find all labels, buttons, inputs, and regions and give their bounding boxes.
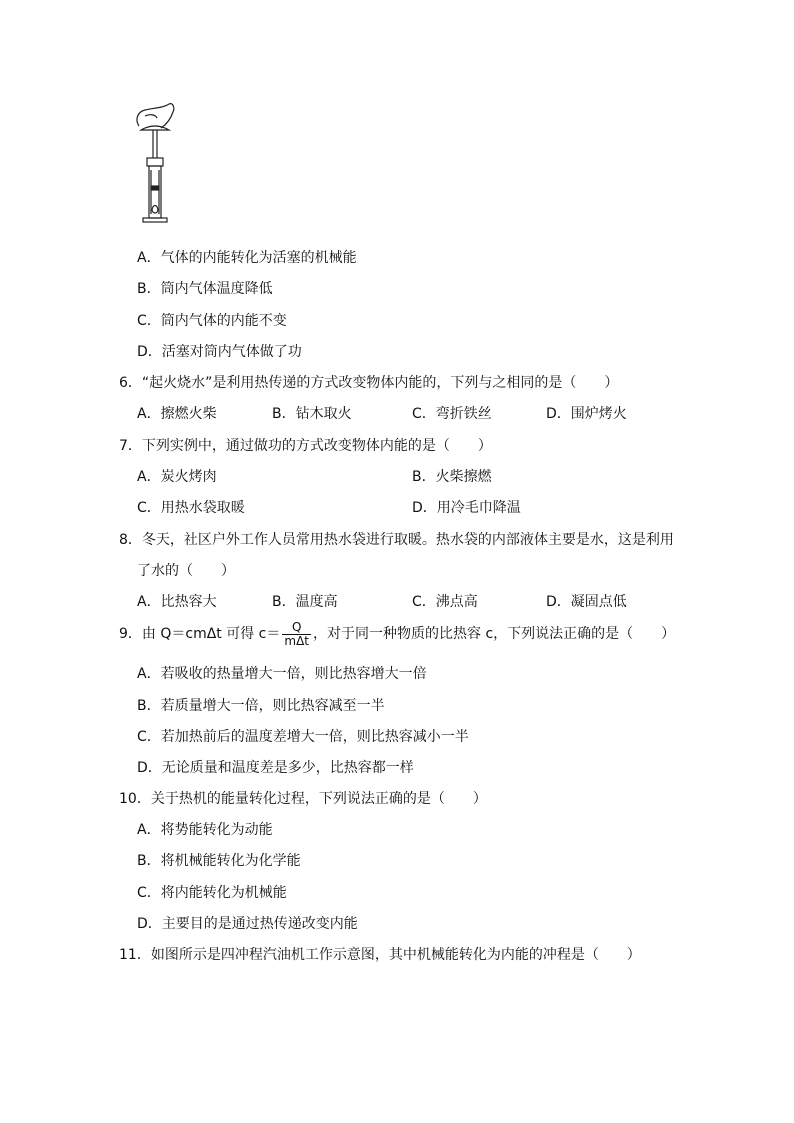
q10-option-a: A．将势能转化为动能: [137, 822, 273, 838]
cylinder-base: [143, 218, 167, 222]
finger-line: [145, 115, 157, 118]
q10-option-d: D．主要目的是通过热传递改变内能: [137, 916, 358, 932]
q9-option-a: A．若吸收的热量增大一倍，则比热容增大一倍: [137, 666, 427, 682]
q9-stem-suffix: ，对于同一种物质的比热容 c，下列说法正确的是（ ）: [313, 626, 676, 642]
q6-stem: 6．“起火烧水”是利用热传递的方式改变物体内能的，下列与之相同的是（ ）: [119, 375, 619, 391]
q8-option-a: A．比热容大: [137, 594, 217, 610]
piston-illustration: [127, 100, 183, 230]
q8-option-c: C．沸点高: [412, 594, 478, 610]
q8-option-d: D．凝固点低: [546, 594, 627, 610]
q10-option-b: B．将机械能转化为化学能: [137, 853, 301, 869]
q10-option-c: C．将内能转化为机械能: [137, 885, 287, 901]
piston-cylinder-figure: [127, 100, 183, 230]
cylinder-collar: [147, 158, 163, 166]
q7-option-a: A．炭火烤肉: [137, 469, 217, 485]
q6-option-c: C．弯折铁丝: [412, 406, 492, 422]
q9-stem: [119, 619, 675, 649]
q6-option-d: D．围炉烤火: [546, 406, 627, 422]
inner-piston: [151, 186, 159, 190]
q7-option-b: B．火柴擦燃: [412, 469, 492, 485]
q9-fraction-numerator: Q: [282, 621, 311, 635]
q9-option-c: C．若加热前后的温度差增大一倍，则比热容减小一半: [137, 729, 469, 745]
q7-option-c: C．用热水袋取暖: [137, 500, 245, 516]
piston-knob: [141, 126, 169, 130]
q7-option-d: D．用冷毛巾降温: [412, 500, 521, 516]
q5-option-b: B．筒内气体温度降低: [137, 281, 273, 297]
cotton-tuft: [152, 206, 158, 214]
q10-stem: 10．关于热机的能量转化过程，下列说法正确的是（ ）: [119, 791, 487, 807]
q8-stem-line2: 了水的（ ）: [137, 563, 235, 579]
q5-option-a: A．气体的内能转化为活塞的机械能: [137, 250, 357, 266]
q9-fraction-denominator: mΔt: [284, 633, 309, 648]
q11-stem: 11．如图所示是四冲程汽油机工作示意图，其中机械能转化为内能的冲程是（ ）: [119, 947, 641, 963]
q5-option-d: D．活塞对筒内气体做了功: [137, 344, 302, 360]
q9-option-b: B．若质量增大一倍，则比热容减至一半: [137, 698, 385, 714]
q9-stem-prefix: 9．由 Q＝cmΔt 可得 c＝: [119, 626, 281, 642]
q5-option-c: C．筒内气体的内能不变: [137, 313, 287, 329]
q9-option-d: D．无论质量和温度差是多少，比热容都一样: [137, 760, 414, 776]
q6-option-a: A．擦燃火柴: [137, 406, 217, 422]
q6-option-b: B．钻木取火: [272, 406, 352, 422]
q8-stem-line1: 8．冬天，社区户外工作人员常用热水袋进行取暖。热水袋的内部液体主要是水，这是利用: [119, 532, 674, 548]
q9-fraction: [282, 621, 311, 648]
q8-option-b: B．温度高: [272, 594, 338, 610]
q7-stem: 7．下列实例中，通过做功的方式改变物体内能的是（ ）: [119, 438, 492, 454]
